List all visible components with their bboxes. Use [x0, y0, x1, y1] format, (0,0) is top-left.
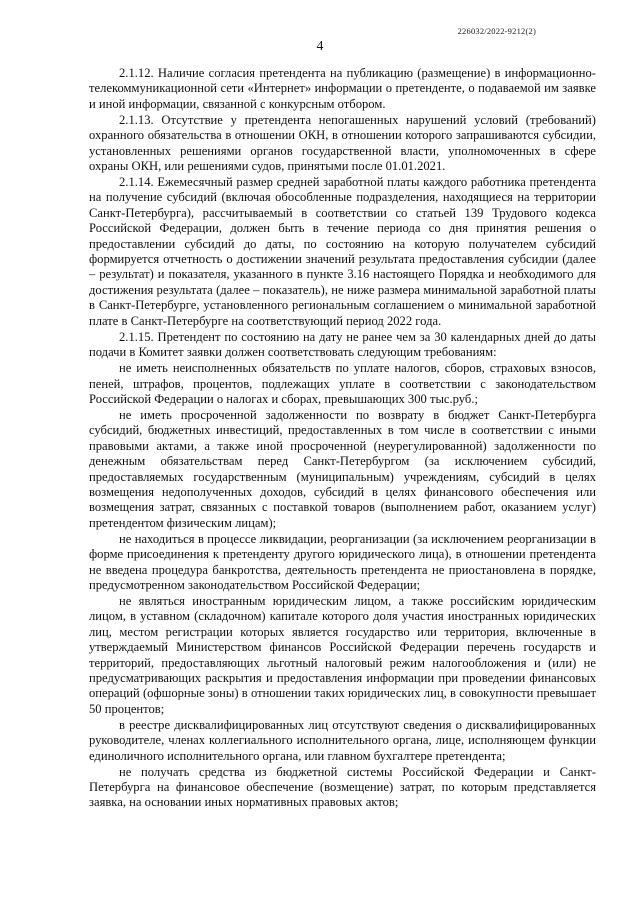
requirement-no-other-budget-funds: не получать средства из бюджетной системы Российской Федерации и Санкт-Петербурга на финансовое обеспечение (возмещение) затрат, по которым представляется заявка, на основании иных нормативных правовых актов;: [89, 764, 596, 810]
paragraph-2-1-12: 2.1.12. Наличие согласия претендента на публикацию (размещение) в информационно-телекоммуникационной сети «Интернет» информации о претенденте, о подаваемой им заявке и иной информации, связанной с конкурсным отбором.: [89, 66, 596, 111]
paragraph-2-1-15: 2.1.15. Претендент по состоянию на дату не ранее чем за 30 календарных дней до даты подачи в Комитет заявки должен соответствовать следующим требованиям:: [89, 329, 596, 360]
requirement-no-disqualified-persons: в реестре дисквалифицированных лиц отсутствуют сведения о дисквалифицированных руководителе, членах коллегиального исполнительного органа, лице, исполняющем функции единоличного исполнительного органа, или главном бухгалтере претендента;: [89, 717, 596, 763]
requirement-not-foreign-entity: не являться иностранным юридическим лицом, а также российским юридическим лицом, в уставном (складочном) капитале которого доля участия иностранных юридических лиц, местом регистрации которых является государство или территория, включенные в утверждаемый Министерством финансов Российской Федерации перечень государств и территорий, предоставляющих льготный налоговый режим налогообложения и (или) не предусматривающих раскрытия и предоставления информации при проведении финансовых операций (офшорные зоны) в отношении таких юридических лиц, в совокупности превышает 50 процентов;: [89, 593, 596, 716]
requirement-no-liquidation: не находиться в процессе ликвидации, реорганизации (за исключением реорганизации в форме присоединения к претенденту другого юридического лица), в отношении претендента не введена процедура банкротства, деятельность претендента не приостановлена в порядке, предусмотренном законодательством Российской Федерации;: [89, 531, 596, 592]
requirement-no-overdue-debt: не иметь просроченной задолженности по возврату в бюджет Санкт-Петербурга субсидий, бюджетных инвестиций, предоставленных в том числе в соответствии с иными правовыми актами, а также иной просроченной (неурегулированной) задолженности по денежным обязательствам перед Санкт-Петербургом (за исключением субсидий, предоставляемых государственным (муниципальным) учреждениям, субсидий в целях возмещения недополученных доходов, субсидий в целях финансового обеспечения или возмещения затрат, связанных с поставкой товаров (выполнением работ, оказанием услуг) претендентом физическим лицам);: [89, 407, 596, 530]
document-registration-number: 226032/2022-9212(2): [457, 26, 536, 36]
paragraph-2-1-13: 2.1.13. Отсутствие у претендента непогашенных нарушений условий (требований) охранного обязательства в отношении ОКН, в отношении которого запрашиваются субсидии, установленных решениями органов государственной власти, уполномоченных в сфере охраны ОКН, или решениями судов, принятыми после 01.01.2021.: [89, 112, 596, 174]
requirement-no-tax-debt: не иметь неисполненных обязательств по уплате налогов, сборов, страховых взносов, пеней, штрафов, процентов, подлежащих уплате в соответствии с законодательством Российской Федерации о налогах и сборах, превышающих 300 тыс.руб.;: [89, 361, 596, 406]
page-number: 4: [316, 38, 324, 53]
paragraph-2-1-14: 2.1.14. Ежемесячный размер средней заработной платы каждого работника претендента на получение субсидий (включая обособленные подразделения, находящиеся на территории Санкт-Петербурга), рассчитываемый в соответствии со статьей 139 Трудового кодекса Российской Федерации, должен быть в течение периода со дня принятия решения о предоставлении субсидий до даты, по состоянию на которую получателем субсидий формируется отчетность о достижении значений результата предоставления субсидии (далее – результат) и показателя, указанного в пункте 3.16 настоящего Порядка и необходимого для достижения результата (далее – показатель), не ниже размера минимальной заработной платы в Санкт-Петербурге, установленного региональным соглашением о минимальной заработной плате в Санкт-Петербурге на соответствующий период 2022 года.: [89, 175, 596, 328]
document-body: [89, 66, 596, 811]
